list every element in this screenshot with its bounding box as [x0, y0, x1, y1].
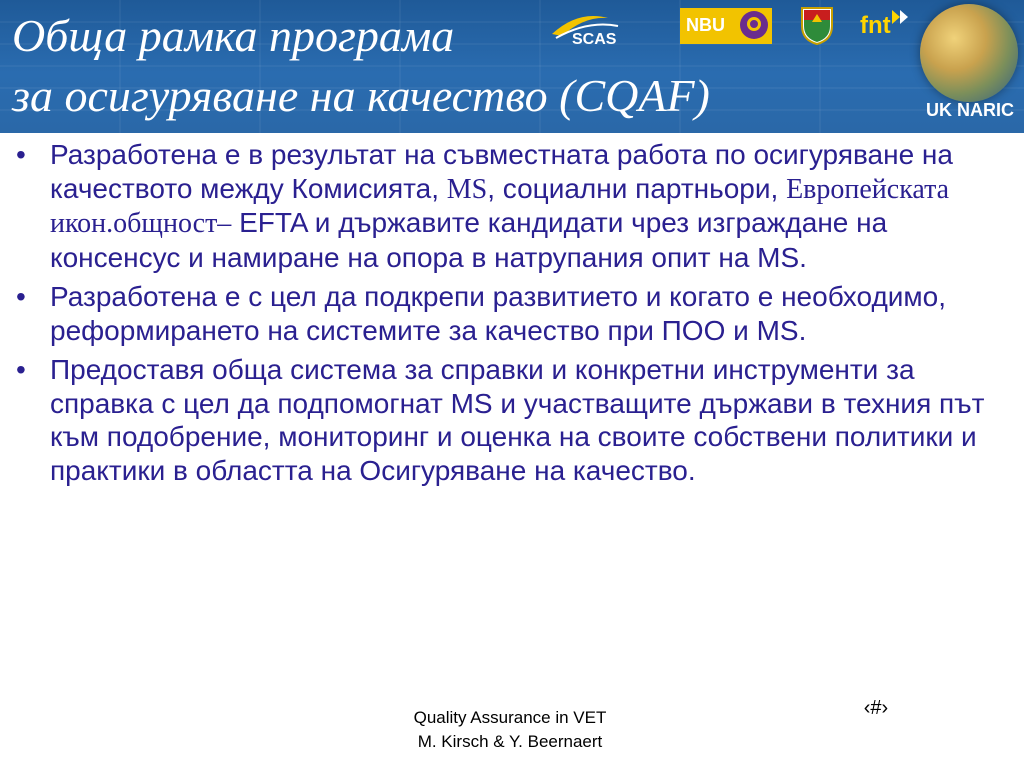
- footer-line-2: M. Kirsch & Y. Beernaert: [417, 732, 603, 751]
- bullet-item-3: [12, 353, 1016, 487]
- slide-header: [0, 0, 1024, 133]
- bullet-1-text-a: Разработена е в результат на съвместната работа по осигуряване на качеството между Комисията,: [50, 139, 953, 204]
- slide-footer: [340, 706, 680, 754]
- bullet-1-text-community: Европейската икон.общност–: [50, 173, 950, 239]
- globe-logo: [920, 4, 1018, 102]
- scas-swoosh-logo: [548, 8, 658, 48]
- crest-shield-logo: [800, 6, 834, 46]
- nbu-logo: [680, 8, 772, 44]
- footer-line-1: Quality Assurance in VET: [413, 708, 607, 727]
- page-number: ‹#›: [863, 697, 889, 719]
- bullet-list: [12, 138, 1016, 493]
- bullet-1-text-c: EFTA и държавите кандидати чрез изграждане на консенсус и намиране на опора в натрупания опит на MS.: [50, 207, 888, 273]
- bullet-2-text: Разработена е с цел да подкрепи развитието и когато е необходимо, реформирането на системите за качество при ПОО и MS.: [50, 281, 947, 346]
- scas-logo-text: SCAS: [572, 31, 617, 48]
- slide-title-line-2: за осигуряване на качество (CQAF): [12, 70, 710, 121]
- bullet-item-2: [12, 280, 1016, 347]
- fnt-logo: [856, 6, 912, 46]
- fnt-logo-text: fnt: [860, 12, 891, 39]
- bullet-item-1: [12, 138, 1016, 274]
- bullet-3-text: Предоставя обща система за справки и конкретни инструменти за справка с цел да подпомогнат MS и участващите държави в техния път към подобрение, мониторинг и оценка на своите собствени политики и практики в областта на Осигуряване на качество.: [50, 354, 985, 486]
- bullet-1-text-ms: MS: [446, 173, 488, 205]
- slide-title-line-1: Обща рамка програма: [12, 10, 455, 61]
- uk-naric-label: UK NARIC: [926, 100, 1014, 120]
- nbu-logo-mark: [740, 11, 768, 39]
- bullet-1-text-b: , социални партньори,: [487, 172, 787, 204]
- nbu-logo-text: NBU: [686, 15, 725, 35]
